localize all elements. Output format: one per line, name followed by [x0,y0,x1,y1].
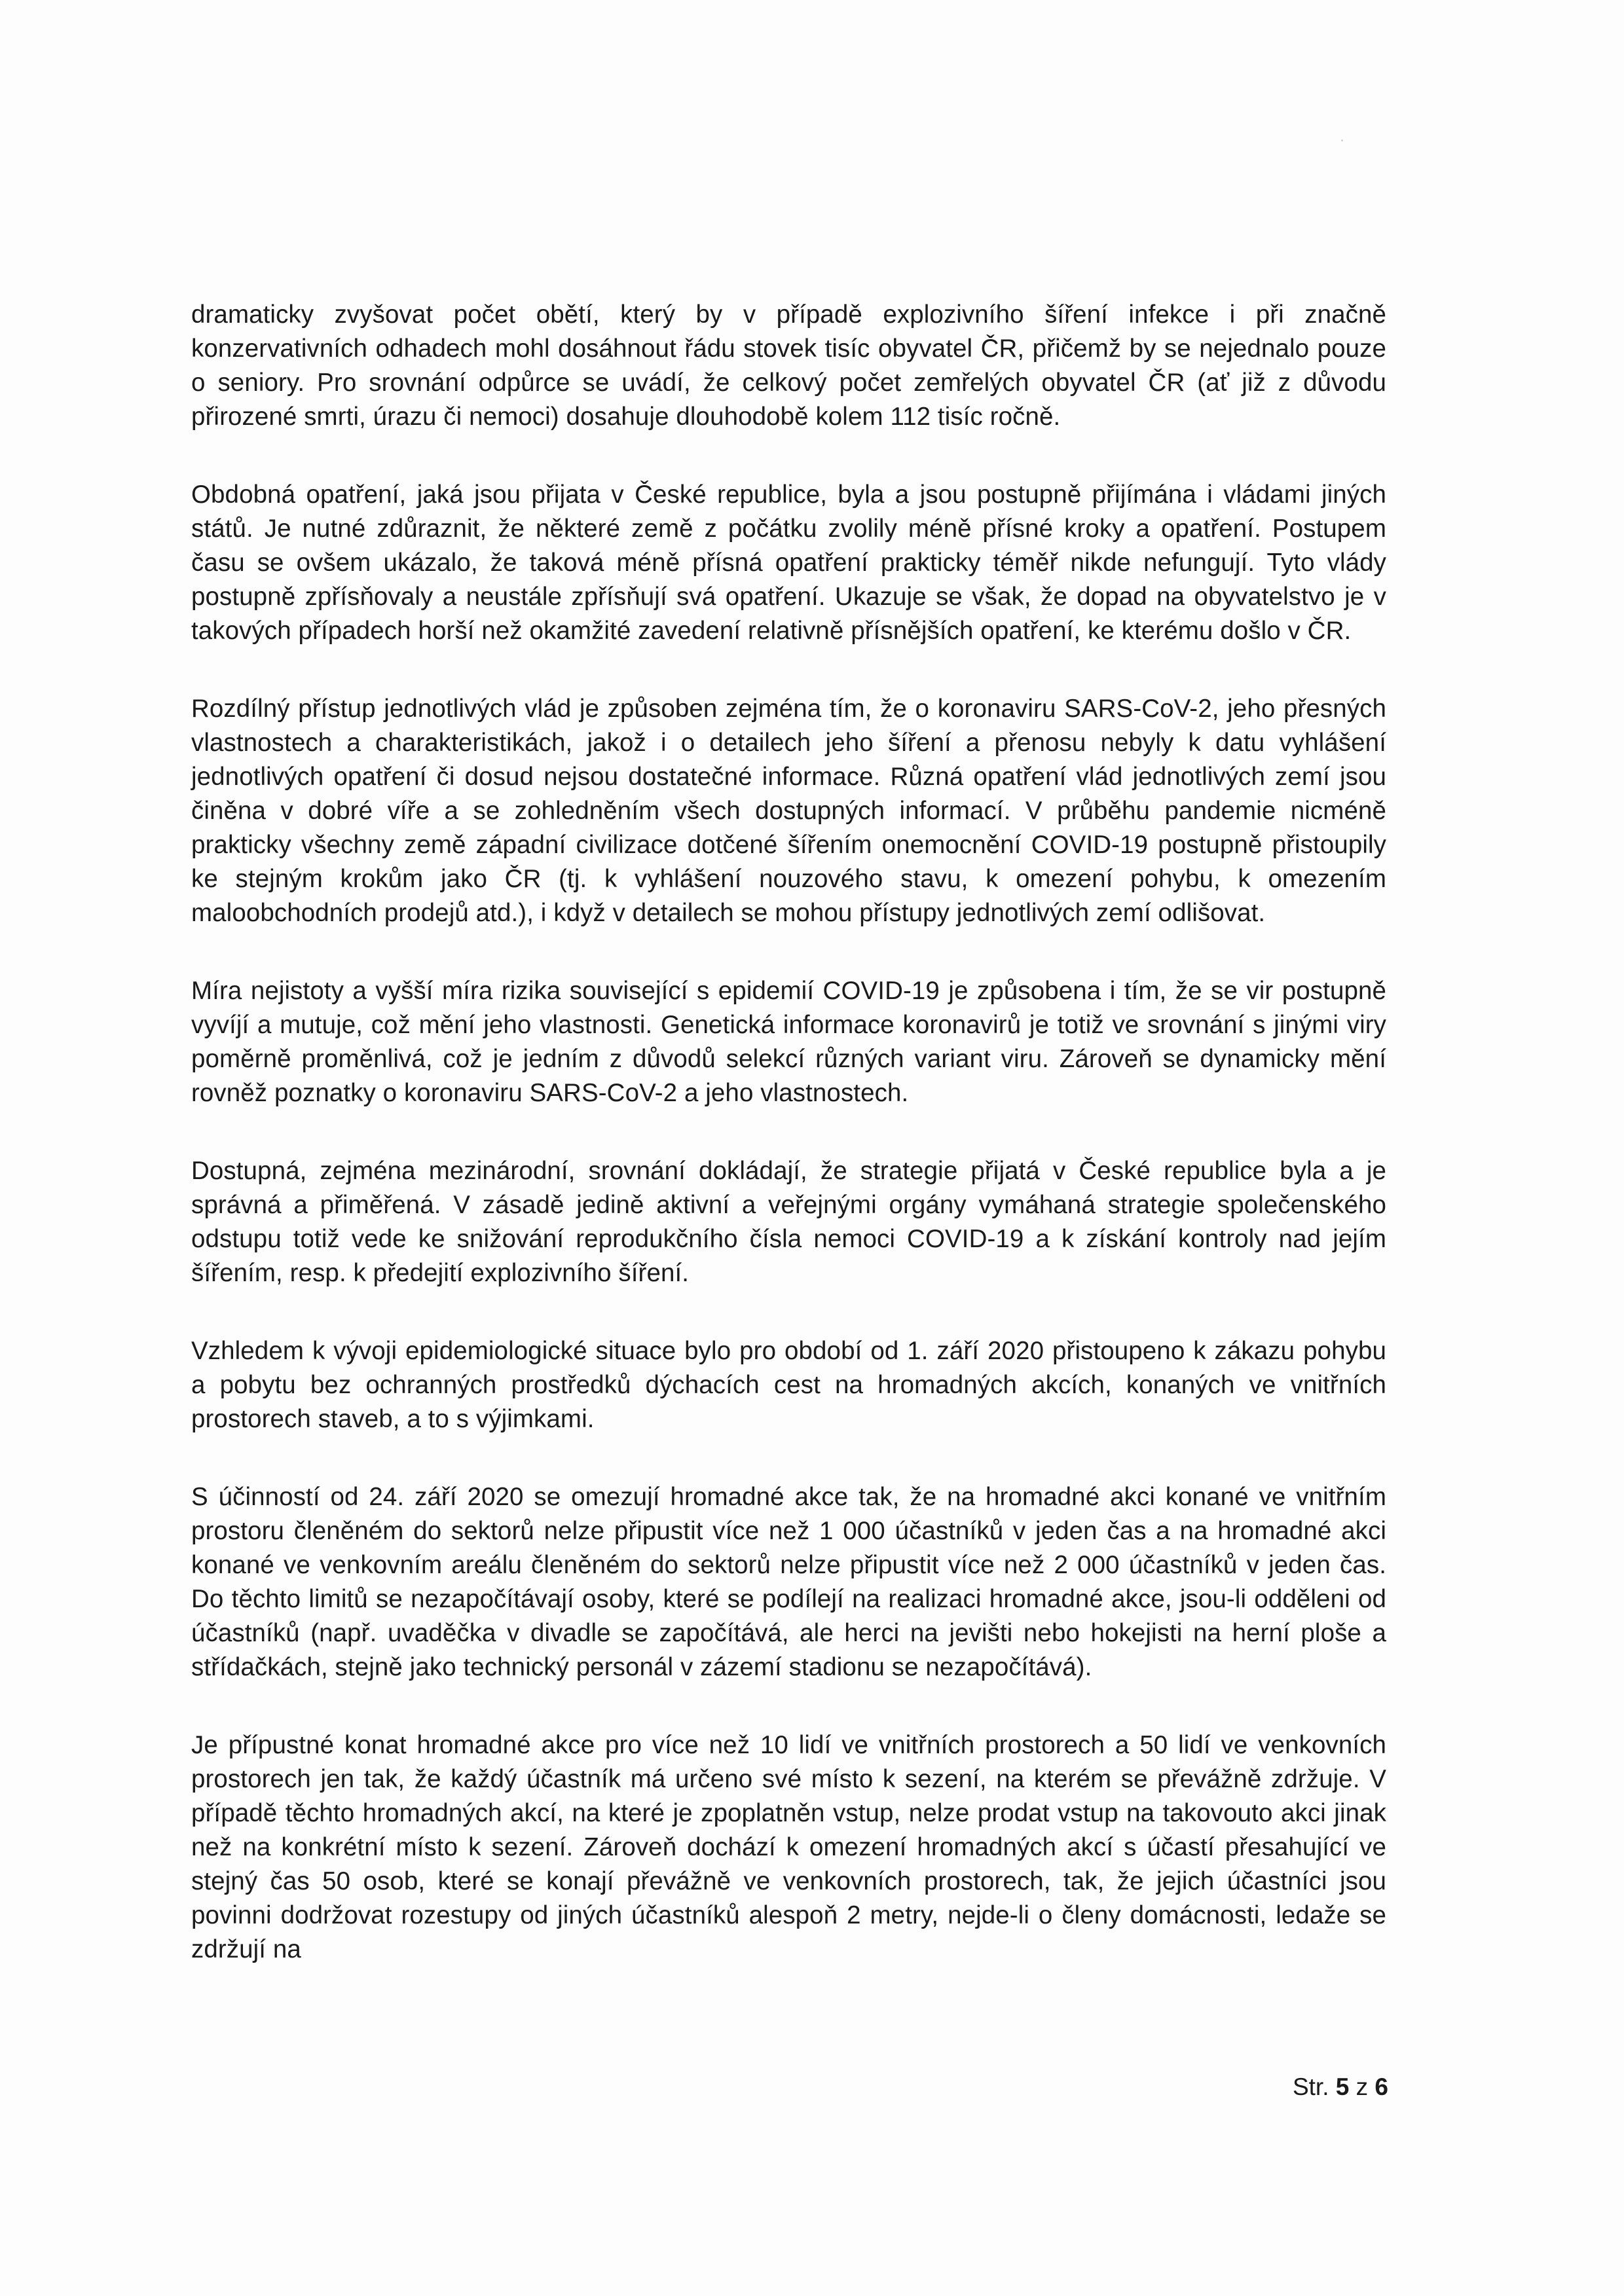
paragraph: Dostupná, zejména mezinárodní, srovnání dokládají, že strategie přijatá v České republice byla a je správná a přiměřená. V zásadě jedině aktivní a veřejnými orgány vymáhaná strategie společenského odstupu totiž vede ke snižování reprodukčního čísla nemoci COVID-19 a k získání kontroly nad jejím šířením, resp. k předejití explozivního šíření. [191,1157,1386,1287]
paragraph: Vzhledem k vývoji epidemiologické situace bylo pro období od 1. září 2020 přistoupeno k zákazu pohybu a pobytu bez ochranných prostředků dýchacích cest na hromadných akcích, konaných ve vnitřních prostorech staveb, a to s výjimkami. [191,1337,1386,1433]
page-number-prefix: Str. [1292,2073,1329,2100]
page-number [1231,2071,1388,2103]
paragraph: dramaticky zvyšovat počet obětí, který by v případě explozivního šíření infekce i při značně konzervativních odhadech mohl dosáhnout řádu stovek tisíc obyvatel ČR, přičemž by se nejednalo pouze o seniory. Pro srovnání odpůrce se uvádí, že celkový počet zemřelých obyvatel ČR (ať již z důvodu přirozené smrti, úrazu či nemoci) dosahuje dlouhodobě kolem 112 tisíc ročně. [191,301,1386,431]
scan-speck [1341,139,1343,141]
paragraph: Obdobná opatření, jaká jsou přijata v České republice, byla a jsou postupně přijímána i vládami jiných států. Je nutné zdůraznit, že některé země z počátku zvolily méně přísné kroky a opatření. Postupem času se ovšem ukázalo, že taková méně přísná opatření prakticky téměř nikde nefungují. Tyto vlády postupně zpřísňovaly a neustále zpřísňují svá opatření. Ukazuje se však, že dopad na obyvatelstvo je v takových případech horší než okamžité zavedení relativně přísnějších opatření, ke kterému došlo v ČR. [191,481,1386,645]
paragraph: S účinností od 24. září 2020 se omezují hromadné akce tak, že na hromadné akci konané ve vnitřním prostoru členěném do sektorů nelze připustit více než 1 000 účastníků v jeden čas a na hromadné akci konané ve venkovním areálu členěném do sektorů nelze připustit více než 2 000 účastníků v jeden čas. Do těchto limitů se nezapočítávají osoby, které se podílejí na realizaci hromadné akce, jsou-li odděleni od účastníků (např. uvaděčka v divadle se započítává, ale herci na jevišti nebo hokejisti na herní ploše a střídačkách, stejně jako technický personál v zázemí stadionu se nezapočítává). [191,1483,1386,1681]
paragraph: Je přípustné konat hromadné akce pro více než 10 lidí ve vnitřních prostorech a 50 lidí ve venkovních prostorech jen tak, že každý účastník má určeno své místo k sezení, na kterém se převážně zdržuje. V případě těchto hromadných akcí, na které je zpoplatněn vstup, nelze prodat vstup na takovouto akci jinak než na konkrétní místo k sezení. Zároveň dochází k omezení hromadných akcí s účastí přesahující ve stejný čas 50 osob, které se konají převážně ve venkovních prostorech, tak, že jejich účastníci jsou povinni dodržovat rozestupy od jiných účastníků alespoň 2 metry, nejde-li o členy domácnosti, ledaže se zdržují na [191,1731,1386,1963]
paragraph: Míra nejistoty a vyšší míra rizika související s epidemií COVID-19 je způsobena i tím, že se vir postupně vyvíjí a mutuje, což mění jeho vlastnosti. Genetická informace koronavirů je totiž ve srovnání s jinými viry poměrně proměnlivá, což je jedním z důvodů selekcí různých variant viru. Zároveň se dynamicky mění rovněž poznatky o koronaviru SARS-CoV-2 a jeho vlastnostech. [191,977,1386,1107]
paragraph: Rozdílný přístup jednotlivých vlád je způsoben zejména tím, že o koronaviru SARS-CoV-2, jeho přesných vlastnostech a charakteristikách, jakož i o detailech jeho šíření a přenosu nebyly k datu vyhlášení jednotlivých opatření či dosud nejsou dostatečné informace. Různá opatření vlád jednotlivých zemí jsou činěna v dobré víře a se zohledněním všech dostupných informací. V průběhu pandemie nicméně prakticky všechny země západní civilizace dotčené šířením onemocnění COVID-19 postupně přistoupily ke stejným krokům jako ČR (tj. k vyhlášení nouzového stavu, k omezení pohybu, k omezením maloobchodních prodejů atd.), i když v detailech se mohou přístupy jednotlivých zemí odlišovat. [191,695,1386,927]
page-number-separator: z [1356,2073,1369,2100]
page-number-total: 6 [1375,2073,1388,2100]
document-body [191,298,1386,2011]
page-number-current: 5 [1335,2073,1350,2100]
